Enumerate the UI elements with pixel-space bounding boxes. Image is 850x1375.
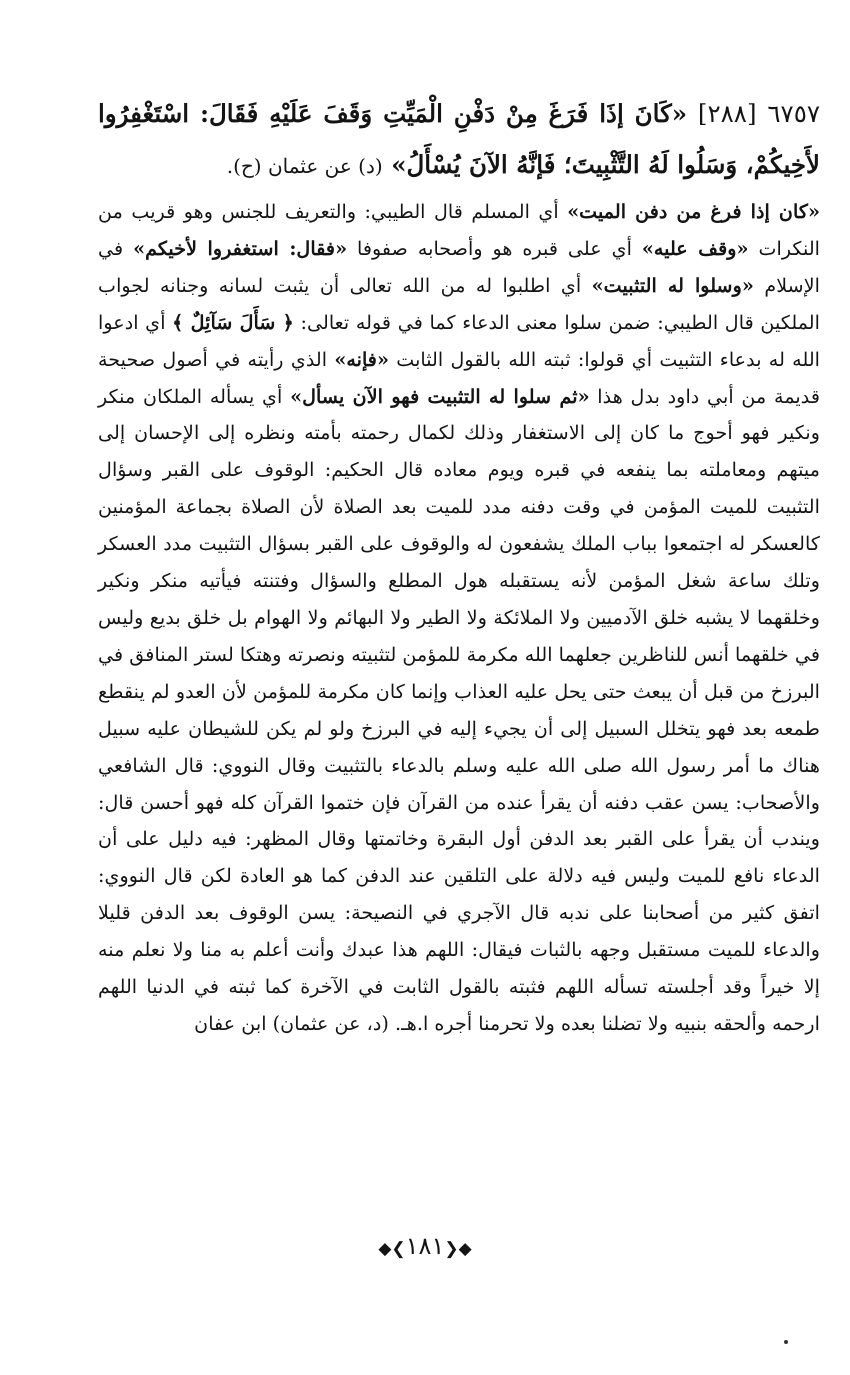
- quoted-phrase: «ثم سلوا له التثبيت فهو الآن يسأل»: [290, 384, 590, 408]
- commentary-text: أي على قبره هو وأصحابه صفوفا: [347, 236, 642, 260]
- commentary-text: أي ادعوا الله له بدعاء التثبيت أي قولوا: ثبته الله بالقول الثابت: [98, 310, 820, 371]
- hadith-text: «كَانَ إذَا فَرَغَ مِنْ دَفْنِ الْمَيِّتِ وَقَفَ عَلَيْهِ فَقَالَ: اسْتَغْفِرُوا لأَخِيكُمْ، وَسَلُوا لَهُ التَّثْبِيتَ؛ فَإنَّهُ الآنَ يُسْأَلُ»: [98, 99, 820, 179]
- main-text-block: [98, 88, 820, 1043]
- page-number: [0, 1232, 850, 1260]
- commentary-text: أي المسلم قال الطيبي: والتعريف للجنس وهو قريب من النكرات: [98, 200, 820, 260]
- ornament-icon: ❯◆: [378, 1239, 406, 1259]
- hadith-paragraph: [98, 88, 820, 192]
- quoted-phrase: «كان إذا فرغ من دفن الميت»: [567, 200, 820, 223]
- print-speck: [784, 1340, 788, 1344]
- page-number-value: ١٨١: [405, 1232, 445, 1260]
- hadith-number: ٦٧٥٧: [767, 99, 821, 128]
- hadith-reference: (د) عن عثمان (ح).: [226, 154, 383, 178]
- commentary-text: أي اطلبوا له من الله تعالى أن يثبت لسانه وجنانه لجواب الملكين قال الطيبي: ضمن سلوا معنى الدعاء كما في قوله تعالى:: [98, 273, 820, 334]
- commentary-text: الذي رأيته في أصول صحيحة قديمة من أبي داود بدل هذا: [98, 347, 821, 408]
- hadith-sub-number: [٢٨٨]: [697, 99, 757, 128]
- quoted-phrase: «فإنه»: [334, 347, 389, 371]
- commentary-text: أي يسأله الملكان منكر ونكير فهو أحوج ما كان إلى الاستغفار وذلك لكمال رحمته بأمته ونظره إلى الإحسان إلى ميتهم ومعاملته بما ينفعه في قبره ويوم معاده قال الحكيم: الوقوف على القبر وسؤال التثبيت للميت المؤمن في وقت دفنه مدد للميت بعد الصلاة لأن الصلاة بجماعة المؤمنين كالعسكر له اجتمعوا بباب الملك يشفعون له والوقوف على القبر بسؤال التثبيت مدد العسكر وتلك ساعة شغل المؤمن لأنه يستقبله هول المطلع والسؤال وفتنته فيأتيه منكر ونكير وخلقهما لا يشبه خلق الآدميين ولا الملائكة ولا الطير ولا البهائم ولا الهوام بل خلق بديع وليس في خلقهما أنس للناظرين جعلهما الله مكرمة للمؤمن لتثبيته ونصرته وهتكا لستر المنافق في البرزخ من قبل أن يبعث حتى يحل عليه العذاب وإنما كان مكرمة للمؤمن لأن العدو لم ينقطع طمعه بعد فهو يتخلل السبيل إلى أن يجيء إليه في البرزخ ولو لم يكن للشيطان عليه سبيل هناك ما أمر رسول الله صلى الله عليه وسلم بالدعاء بالتثبيت وقال النووي: قال الشافعي والأصحاب: يسن عقب دفنه أن يقرأ عنده من القرآن فإن ختموا القرآن كله فهو أحسن قال: ويندب أن يقرأ على القبر بعد الدفن أول البقرة وخاتمتها وقال المظهر: فيه دليل على أن الدعاء نافع للميت وليس فيه دلالة على التلقين عند الدفن كما هو العادة لكن قال النووي: اتفق كثير من أصحابنا على ندبه قال الآجري في النصيحة: يسن الوقوف بعد الدفن قليلا والدعاء للميت مستقبل وجهه بالثبات فيقال: اللهم هذا عبدك وأنت أعلم به منا ولا نعلم منه إلا خيراً وقد أجلسته تسأله اللهم فثبته بالقول الثابت في الآخرة كما ثبته في الدنيا اللهم ارحمه وألحقه بنبيه ولا تضلنا بعده ولا تحرمنا أجره ا.هـ. (د، عن عثمان) ابن عفان: [98, 384, 820, 1035]
- ornament-icon: ◆❮: [444, 1239, 472, 1259]
- quoted-phrase: «فقال: استغفروا لأخيكم»: [133, 236, 348, 260]
- quoted-phrase: «وسلوا له التثبيت»: [591, 273, 754, 297]
- quoted-phrase: «وقف عليه»: [641, 236, 749, 260]
- commentary-paragraph: [98, 194, 820, 1043]
- commentary-text: في الإسلام: [98, 236, 821, 297]
- quran-verse: ﴿ سَأَلَ سَآئِلٌ ﴾: [172, 310, 294, 334]
